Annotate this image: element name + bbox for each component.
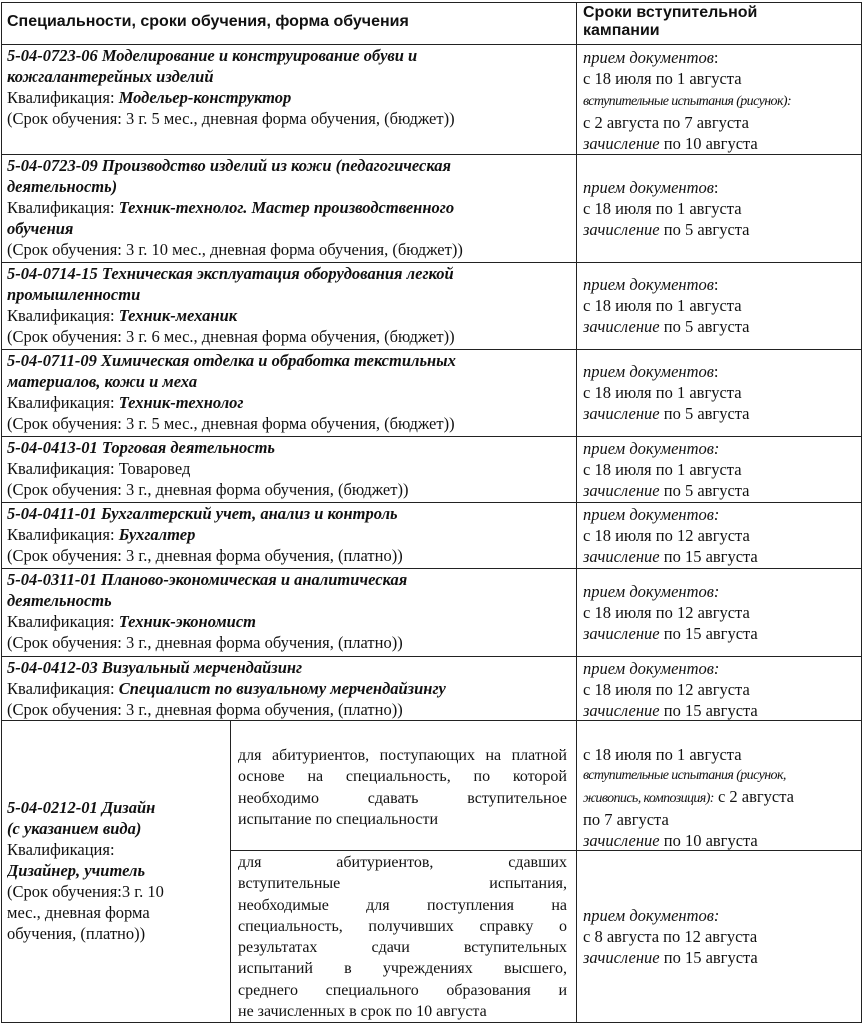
word: на [307, 768, 324, 786]
campaign-line [583, 830, 858, 851]
campaign-line [583, 679, 858, 700]
campaign-line [583, 525, 858, 546]
specialty-name: 5-04-0711-09 Химическая отделка и обработка текстильных [7, 351, 456, 370]
specialty-cell [7, 45, 572, 129]
date-range: с 8 августа по 12 августа [583, 927, 758, 946]
word: результатах [238, 939, 318, 957]
campaign-line [583, 316, 858, 337]
case-text-line [238, 958, 567, 979]
table-rule [230, 720, 231, 1023]
word: поступающих [379, 747, 475, 764]
date-text: : [713, 275, 719, 294]
enrollment-label: зачисление [583, 831, 660, 850]
campaign-line [583, 459, 858, 480]
word: специального [325, 981, 419, 999]
specialty-name: 5-04-0714-15 Техническая эксплуатация оборудования легкой [7, 264, 454, 283]
header-col1-text: Специальности, сроки обучения, форма обучения [7, 13, 409, 30]
campaign-cell [583, 581, 858, 644]
enrollment-label: зачисление [583, 220, 660, 239]
qualification-value: Специалист по визуальному мерчендайзингу [118, 679, 446, 698]
intake-label: прием документов [583, 178, 714, 197]
date-text: по 15 августа [659, 547, 758, 566]
date-range: с 18 июля по 12 августа [583, 526, 750, 545]
qualification-value: Техник-экономист [118, 612, 256, 631]
word: необходимо [238, 789, 319, 807]
case-text-line [238, 852, 567, 873]
study-term: (Срок обучения: 3 г., дневная форма обучения, (платно)) [7, 546, 403, 565]
entrance-exam-label: живопись, композиция): [583, 791, 714, 806]
word: которой [512, 768, 567, 786]
study-term: (Срок обучения: 3 г., дневная форма обучения, (платно)) [7, 700, 403, 719]
study-term: мес., дневная форма [7, 903, 150, 922]
date-text: по 10 августа [659, 134, 758, 153]
word: на [485, 747, 502, 764]
word: по [473, 768, 491, 786]
date-text: по 10 августа [659, 831, 758, 850]
word: абитуриентов, [336, 854, 434, 871]
qualification-line [7, 197, 572, 218]
design-case2-text [238, 852, 567, 1022]
case-text-line [238, 745, 567, 766]
word: учреждениях [382, 960, 473, 978]
campaign-line [583, 177, 858, 198]
campaign-cell [583, 274, 858, 337]
specialty-cell [7, 657, 572, 720]
campaign-line [583, 198, 858, 219]
word: поступления [426, 896, 514, 914]
word: испытаний [238, 960, 313, 978]
case-text-line [238, 766, 567, 787]
campaign-cell [583, 504, 858, 567]
qualification-value: Товаровед [118, 459, 191, 478]
date-range: по 7 августа [583, 810, 669, 829]
campaign-line [583, 274, 858, 295]
header-campaign [583, 4, 858, 40]
specialty-name: 5-04-0723-09 Производство изделий из кожи (педагогическая [7, 156, 452, 175]
qualification-line [7, 87, 572, 108]
campaign-line [583, 658, 858, 679]
specialty-cell [7, 503, 572, 566]
intake-label: прием документов: [583, 439, 720, 458]
enrollment-label: зачисление [583, 701, 660, 720]
word: среднего [238, 981, 298, 999]
header-col2-text: кампании [583, 22, 660, 39]
intake-label: прием документов [583, 275, 714, 294]
specialty-name: (с указанием вида) [7, 819, 142, 838]
specialty-cell [7, 350, 572, 434]
campaign-line [583, 581, 858, 602]
campaign-line [583, 382, 858, 403]
enrollment-label: зачисление [583, 134, 660, 153]
date-range: с 18 июля по 1 августа [583, 460, 742, 479]
intake-label: прием документов: [583, 582, 720, 601]
case-text-line [238, 788, 567, 809]
study-term: (Срок обучения: 3 г. 10 мес., дневная форма обучения, (бюджет)) [7, 240, 463, 259]
qualification-value: Техник-технолог. Мастер производственного [118, 198, 455, 217]
campaign-line [583, 623, 858, 644]
study-term: обучения, (платно)) [7, 924, 146, 943]
campaign-line [583, 403, 858, 424]
case-text-line [238, 873, 567, 894]
word: справку [479, 917, 534, 935]
specialty-name: 5-04-0311-01 Планово-экономическая и аналитическая [7, 570, 408, 589]
qualification-value: Модельер-конструктор [118, 88, 292, 107]
qualification-label: Квалификация: [7, 840, 115, 859]
case-text-line [238, 895, 567, 916]
qualification-label: Квалификация: [7, 393, 119, 412]
word: в [344, 960, 352, 978]
intake-label: прием документов [583, 362, 714, 381]
case-text-line: испытание по специальности [238, 810, 439, 828]
study-term: (Срок обучения: 3 г. 5 мес., дневная форма обучения, (бюджет)) [7, 109, 455, 128]
qualification-line [7, 524, 572, 545]
date-range: с 2 августа по 7 августа [583, 113, 749, 132]
word: и [558, 981, 567, 999]
qualification-label: Квалификация: [7, 612, 119, 631]
intake-label: прием документов: [583, 906, 720, 925]
study-term: (Срок обучения:3 г. 10 [7, 882, 164, 901]
study-term: (Срок обучения: 3 г. 6 мес., дневная форма обучения, (бюджет)) [7, 327, 455, 346]
table-rule [861, 2, 862, 1023]
date-range: с 18 июля по 1 августа [583, 296, 742, 315]
header-specialties [7, 13, 567, 31]
case-text-line [238, 937, 567, 958]
qualification-line [7, 611, 572, 632]
specialty-name: деятельность [7, 591, 112, 610]
qualification-label: Квалификация: [7, 459, 119, 478]
word: специальность, [345, 768, 451, 786]
date-range: с 18 июля по 12 августа [583, 680, 750, 699]
qualification-line [7, 392, 572, 413]
date-text: по 5 августа [659, 404, 750, 423]
enrollment-label: зачисление [583, 404, 660, 423]
specialty-name: 5-04-0413-01 Торговая деятельность [7, 438, 275, 457]
study-term: (Срок обучения: 3 г., дневная форма обучения, (платно)) [7, 633, 403, 652]
campaign-line [583, 700, 858, 721]
campaign-line [583, 602, 858, 623]
campaign-line [583, 480, 858, 501]
campaign-cell [583, 438, 858, 501]
table-rule [1, 2, 862, 3]
case-text-line: не зачисленных в срок по 10 августа [238, 1003, 487, 1021]
qualification-label: Квалификация: [7, 88, 119, 107]
date-text: по 15 августа [659, 948, 758, 967]
campaign-line [583, 68, 858, 89]
date-range: с 18 июля по 1 августа [583, 69, 742, 88]
specialty-name: 5-04-0212-01 Дизайн [7, 798, 156, 817]
qualification-label: Квалификация: [7, 306, 119, 325]
header-col2-text: Сроки вступительной [583, 4, 758, 21]
specialty-cell [7, 155, 572, 260]
qualification-label: Квалификация: [7, 679, 119, 698]
date-range: с 18 июля по 1 августа [583, 745, 742, 764]
word: вступительное [467, 789, 567, 807]
date-text: по 5 августа [659, 481, 750, 500]
specialty-name: деятельность) [7, 177, 118, 196]
word: сдачи [371, 939, 410, 957]
date-range: с 2 августа [713, 787, 794, 806]
word: необходимые [238, 896, 329, 914]
campaign-cell [583, 744, 858, 851]
date-range: с 18 июля по 1 августа [583, 199, 742, 218]
specialty-name: 5-04-0411-01 Бухгалтерский учет, анализ и контроль [7, 504, 398, 523]
date-text: по 5 августа [659, 317, 750, 336]
intake-label: прием документов: [583, 659, 720, 678]
date-range: с 18 июля по 12 августа [583, 603, 750, 622]
campaign-line [583, 947, 858, 968]
qualification-value: обучения [7, 219, 74, 238]
qualification-value: Техник-технолог [118, 393, 244, 412]
word: абитуриентов, [271, 747, 370, 764]
case-text-line [238, 980, 567, 1001]
design-case1-text [238, 745, 567, 830]
study-term: (Срок обучения: 3 г. 5 мес., дневная форма обучения, (бюджет)) [7, 414, 455, 433]
campaign-cell [583, 905, 858, 968]
specialty-name: кожгалантерейных изделий [7, 67, 214, 86]
date-range: с 18 июля по 1 августа [583, 383, 742, 402]
word: образования [446, 981, 531, 999]
qualification-line [7, 678, 572, 699]
study-term: (Срок обучения: 3 г., дневная форма обучения, (бюджет)) [7, 480, 409, 499]
word: вступительные [238, 875, 341, 893]
campaign-line [583, 786, 858, 809]
qualification-line [7, 305, 572, 326]
enrollment-label: зачисление [583, 481, 660, 500]
word: вступительных [463, 939, 567, 957]
campaign-line [583, 219, 858, 240]
word: для [238, 854, 262, 871]
enrollment-label: зачисление [583, 547, 660, 566]
word: получивших [368, 917, 454, 935]
qualification-label: Квалификация: [7, 198, 119, 217]
date-text: по 15 августа [659, 624, 758, 643]
campaign-line [583, 112, 858, 133]
campaign-cell [583, 658, 858, 721]
date-text: по 15 августа [659, 701, 758, 720]
campaign-line [583, 438, 858, 459]
entrance-exam-label: вступительные испытания (рисунок, [583, 768, 786, 783]
campaign-cell [583, 47, 858, 154]
word: на [551, 896, 567, 914]
date-text: : [713, 362, 719, 381]
qualification-value: Техник-механик [118, 306, 238, 325]
campaign-cell [583, 177, 858, 240]
campaign-line [583, 89, 858, 112]
enrollment-label: зачисление [583, 948, 660, 967]
date-text: : [713, 48, 719, 67]
specialty-cell [7, 437, 572, 500]
specialty-name: 5-04-0723-06 Моделирование и конструирование обуви и [7, 46, 418, 65]
date-text: по 5 августа [659, 220, 750, 239]
specialty-cell [7, 569, 572, 653]
specialty-name: промышленности [7, 285, 141, 304]
specialty-cell [7, 263, 572, 347]
word: высшего, [503, 960, 567, 978]
word: платной [511, 747, 567, 764]
qualification-value: Дизайнер, учитель [7, 861, 145, 880]
campaign-line [583, 133, 858, 154]
campaign-cell [583, 361, 858, 424]
word: основе [238, 768, 285, 786]
intake-label: прием документов: [583, 505, 720, 524]
date-text: : [713, 178, 719, 197]
enrollment-label: зачисление [583, 317, 660, 336]
specialty-name: материалов, кожи и меха [7, 372, 198, 391]
qualification-label: Квалификация: [7, 525, 119, 544]
campaign-line [583, 546, 858, 567]
enrollment-label: зачисление [583, 624, 660, 643]
word: для [366, 896, 390, 914]
word: испытания, [489, 875, 567, 893]
intake-label: прием документов [583, 48, 714, 67]
qualification-line [7, 458, 572, 479]
word: специальность, [238, 917, 343, 935]
campaign-line [583, 361, 858, 382]
table-rule [576, 2, 577, 1023]
qualification-value: Бухгалтер [118, 525, 196, 544]
campaign-line [583, 504, 858, 525]
word: сдавших [508, 854, 567, 871]
word: для [238, 747, 262, 764]
case-text-line [238, 916, 567, 937]
specialty-name: 5-04-0412-03 Визуальный мерчендайзинг [7, 658, 303, 677]
campaign-line [583, 47, 858, 68]
specialty-cell-design [7, 797, 227, 944]
campaign-line [583, 295, 858, 316]
table-rule [1, 2, 2, 1023]
entrance-exam-label: вступительные испытания (рисунок): [583, 94, 792, 109]
word: сдавать [367, 789, 419, 807]
word: о [559, 917, 567, 935]
